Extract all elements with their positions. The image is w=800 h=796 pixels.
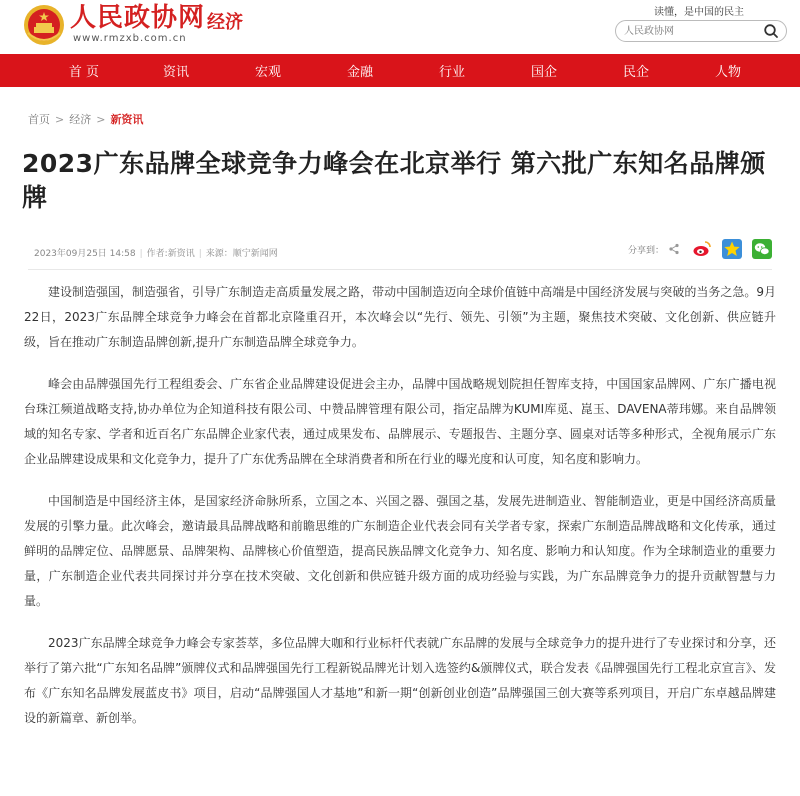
nav-item-soe[interactable]: 国企 xyxy=(530,65,557,80)
article-meta: 2023年09月25日 14:58 | 作者:新资讯 | 来源：顺宁新闻网 xyxy=(34,249,278,259)
site-header xyxy=(0,0,800,54)
article-meta-bar xyxy=(28,239,772,270)
share-icon xyxy=(668,243,680,255)
channel-name[interactable]: 经济 xyxy=(207,12,243,33)
nav-item-people[interactable]: 人物 xyxy=(714,65,741,80)
breadcrumb-separator: > xyxy=(96,113,106,126)
breadcrumb-current[interactable]: 新资讯 xyxy=(110,113,144,126)
logo-url: www.rmzxb.com.cn xyxy=(73,33,187,44)
breadcrumb-section[interactable]: 经济 xyxy=(69,113,92,126)
main-nav xyxy=(0,54,800,87)
article-author: 作者:新资讯 xyxy=(146,249,195,259)
share-bar xyxy=(628,239,772,259)
breadcrumb-home[interactable]: 首页 xyxy=(28,113,50,126)
logo-title: 人民政协网 xyxy=(70,3,206,33)
article-paragraph: 建设制造强国，制造强省，引导广东制造走高质量发展之路，带动中国制造迈向全球价值链中高端是中国经济发展与突破的当务之急。9月22日，2023广东品牌全球竞争力峰会在首都北京隆重召开，本次峰会以“先行、领先、引领”为主题，聚焦技术突破、文化创新、供应链升级，旨在推动广东制造品牌创新,提升广东制造品牌全球竞争力。 xyxy=(24,285,776,349)
article-body xyxy=(24,280,776,731)
share-label: 分享到： xyxy=(627,245,664,256)
nav-item-private[interactable]: 民企 xyxy=(622,65,649,80)
search-icon[interactable] xyxy=(763,23,779,39)
breadcrumb-separator: > xyxy=(55,113,65,126)
nav-item-macro[interactable]: 宏观 xyxy=(254,65,281,80)
search-box xyxy=(615,20,787,42)
breadcrumb xyxy=(28,113,800,127)
search-input[interactable] xyxy=(624,23,754,39)
article-paragraph: 2023广东品牌全球竞争力峰会专家荟萃，多位品牌大咖和行业标杆代表就广东品牌的发展与全球竞争力的提升进行了专业探讨和分享，还举行了第六批“广东知名品牌”颁牌仪式和品牌强国先行工程新锐品牌光计划入选签约&颁牌仪式，联合发表《品牌强国先行工程北京宣言》、发布《广东知名品牌发展蓝皮书》项目，启动“品牌强国人才基地”和新一期“创新创业创造”品牌强国三创大赛等系列项目，开启广东卓越品牌建设的新篇章、新创举。 xyxy=(24,636,776,725)
wechat-icon[interactable] xyxy=(752,239,772,259)
nav-item-news[interactable]: 资讯 xyxy=(162,65,189,80)
nav-item-home[interactable]: 首 页 xyxy=(68,65,100,80)
qzone-icon[interactable] xyxy=(722,239,742,259)
article-paragraph: 中国制造是中国经济主体，是国家经济命脉所系，立国之本、兴国之器、强国之基，发展先进制造业、智能制造业，更是中国经济高质量发展的引擎力量。此次峰会，邀请最具品牌战略和前瞻思维的广东制造企业代表会同有关学者专家，探索广东制造品牌战略和文化传承，通过鲜明的品牌定位、品牌愿景、品牌架构、品牌核心价值塑造，提高民族品牌文化竞争力、知名度、影响力和认知度。作为全球制造业的重要力量，广东制造企业代表共同探讨并分享在技术突破、文化创新和供应链升级方面的成功经验与实践，为广东品牌竞争力的提升贡献智慧与力量。 xyxy=(24,494,776,608)
article-date: 2023年09月25日 14:58 xyxy=(34,249,136,259)
article-paragraph: 峰会由品牌强国先行工程组委会、广东省企业品牌建设促进会主办，品牌中国战略规划院担任智库支持，中国国家品牌网、广东广播电视台珠江频道战略支持,协办单位为企知道科技有限公司、中赞品牌管理有限公司，指定品牌为KUMI库觅、崑玉、DAVENA蒂玮娜。来自品牌领域的知名专家、学者和近百名广东品牌企业家代表，通过成果发布、品牌展示、专题报告、主题分享、圆桌对话等多种形式，全视角展示广东企业品牌建设成果和文化竞争力，提升了广东优秀品牌在全球消费者和所在行业的曝光度和认可度，知名度和影响力。 xyxy=(24,377,776,466)
national-emblem-icon xyxy=(22,3,66,47)
article-title: 2023广东品牌全球竞争力峰会在北京举行 第六批广东知名品牌颁牌 xyxy=(22,149,766,212)
weibo-icon[interactable] xyxy=(692,239,712,259)
nav-item-industry[interactable]: 行业 xyxy=(438,65,465,80)
site-slogan: 读懂，是中国的民主 xyxy=(654,7,744,18)
nav-item-finance[interactable]: 金融 xyxy=(346,65,373,80)
article-source: 来源：顺宁新闻网 xyxy=(205,249,278,259)
site-logo[interactable] xyxy=(22,3,205,47)
